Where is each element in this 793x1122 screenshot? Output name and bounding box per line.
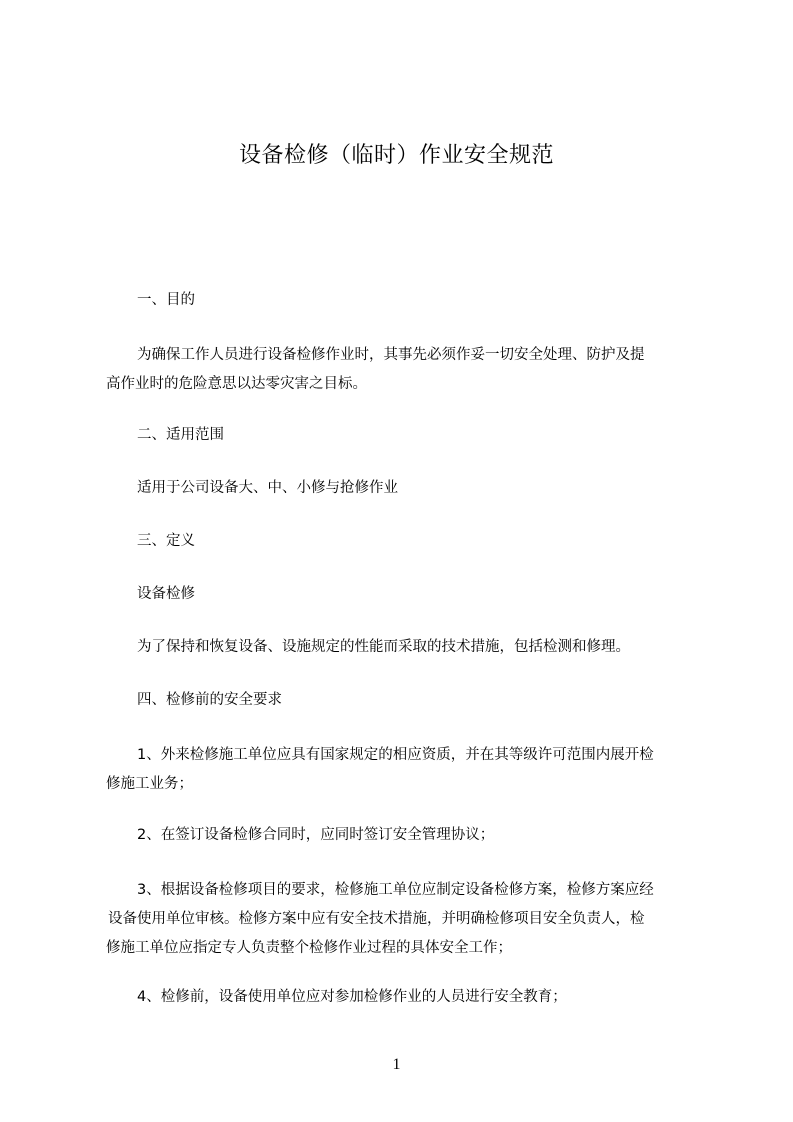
list-item-3 <box>106 876 654 963</box>
section-heading-pre-maintenance: 四、检修前的安全要求 <box>137 692 282 708</box>
list-item-3-line-3: 修施工单位应指定专人负责整个检修作业过程的具体安全工作； <box>106 940 512 956</box>
section-heading-scope: 二、适用范围 <box>137 427 224 443</box>
document-title: 设备检修（临时）作业安全规范 <box>238 143 554 168</box>
purpose-line-1: 为确保工作人员进行设备检修作业时，其事先必须作妥一切安全处理、防护及提 <box>137 347 645 363</box>
list-item-1-line-2: 修施工业务； <box>106 776 193 792</box>
list-item-1-line-1: 1、外来检修施工单位应具有国家规定的相应资质，并在其等级许可范围内展开检 <box>137 747 654 763</box>
list-item-1 <box>106 741 654 799</box>
purpose-line-2: 高作业时的危险意思以达零灾害之目标。 <box>106 376 367 392</box>
definition-term: 设备检修 <box>137 586 195 602</box>
list-item-3-line-2: 设备使用单位审核。检修方案中应有安全技术措施，并明确检修项目安全负责人，检 <box>108 911 645 927</box>
section-heading-purpose: 一、目的 <box>137 292 195 308</box>
list-item-2: 2、在签订设备检修合同时，应同时签订安全管理协议； <box>137 827 495 843</box>
definition-text: 为了保持和恢复设备、设施规定的性能而采取的技术措施，包括检测和修理。 <box>137 639 630 655</box>
list-item-3-line-1: 3、根据设备检修项目的要求，检修施工单位应制定设备检修方案，检修方案应经 <box>137 882 654 898</box>
page-number: 1 <box>392 1056 401 1073</box>
purpose-paragraph <box>106 341 645 399</box>
scope-paragraph: 适用于公司设备大、中、小修与抢修作业 <box>137 480 398 496</box>
section-heading-definition: 三、定义 <box>137 533 195 549</box>
list-item-4: 4、检修前，设备使用单位应对参加检修作业的人员进行安全教育； <box>137 989 567 1005</box>
